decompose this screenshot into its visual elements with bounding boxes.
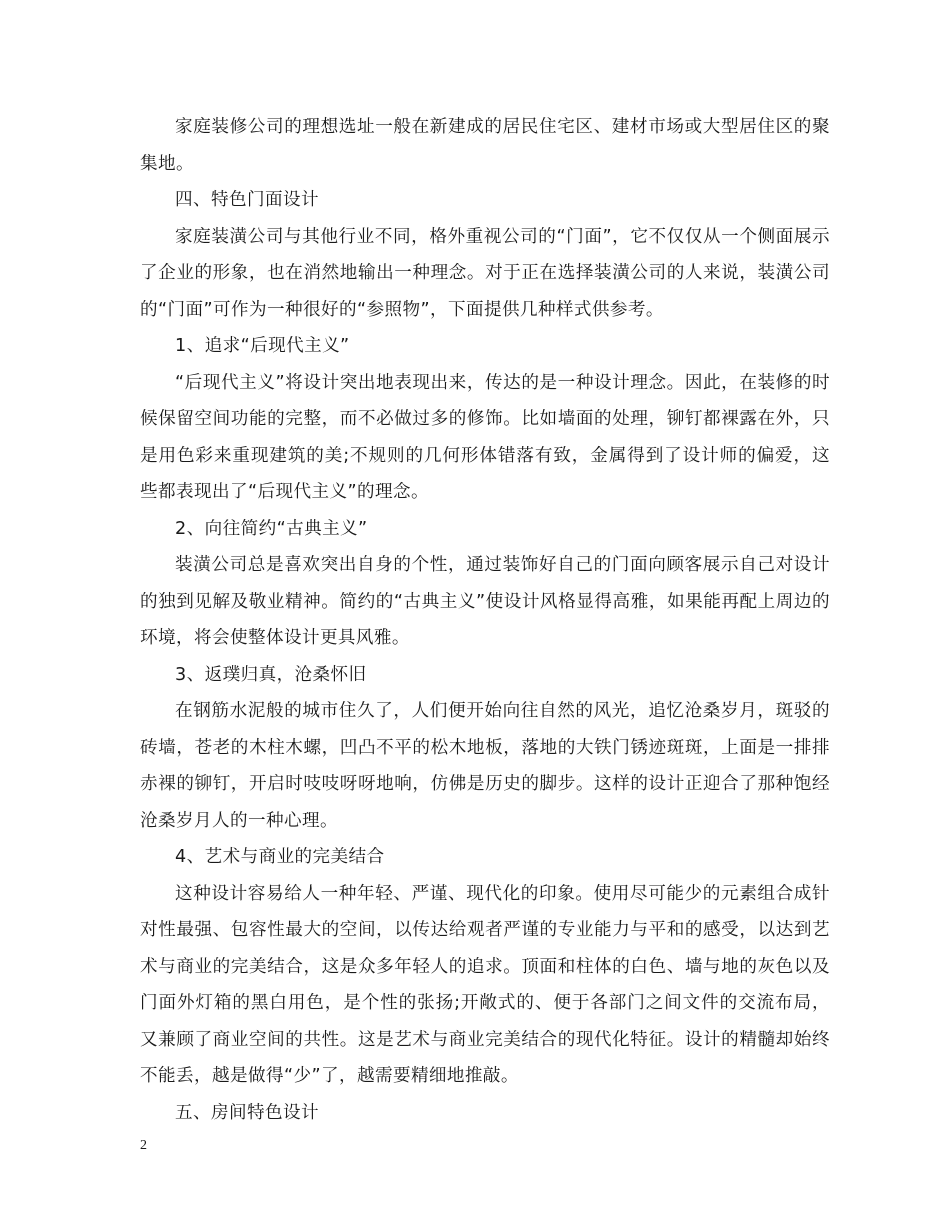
page-number: 2: [140, 1138, 147, 1153]
subheading-classical: 2、向往简约“古典主义”: [175, 518, 368, 539]
heading-room-design: 五、房间特色设计: [175, 1102, 319, 1123]
paragraph-postmodern: “后现代主义”将设计突出地表现出来，传达的是一种设计理念。因此，在装修的时候保留空间功能的完整，而不必做过多的修饰。比如墙面的处理，铆钉都裸露在外，只是用色彩来重现建筑的美;不规则的几何形体错落有致，金属得到了设计师的偏爱，这些都表现出了“后现代主义”的理念。: [140, 372, 830, 502]
paragraph-art-business: 这种设计容易给人一种年轻、严谨、现代化的印象。使用尽可能少的元素组合成针对性最强、包容性最大的空间，以传达给观者严谨的专业能力与平和的感受，以达到艺术与商业的完美结合，这是众多年轻人的追求。顶面和柱体的白色、墙与地的灰色以及门面外灯箱的黑白用色，是个性的张扬;开敞式的、便于各部门之间文件的交流布局，又兼顾了商业空间的共性。这是艺术与商业完美结合的现代化特征。设计的精髓却始终不能丢，越是做得“少”了，越需要精细地推敲。: [140, 883, 830, 1086]
paragraph-nostalgia: 在钢筋水泥般的城市住久了，人们便开始向往自然的风光，追忆沧桑岁月，斑驳的砖墙，苍老的木柱木螺，凹凸不平的松木地板，落地的大铁门锈迹斑斑，上面是一排排赤裸的铆钉，开启时吱吱呀呀地响，仿佛是历史的脚步。这样的设计正迎合了那种饱经沧桑岁月人的一种心理。: [140, 701, 830, 831]
document-body: [140, 109, 830, 1131]
subheading-nostalgia: 3、返璞归真，沧桑怀旧: [175, 664, 367, 685]
subheading-art-business: 4、艺术与商业的完美结合: [175, 847, 385, 867]
paragraph-storefront-intro: 家庭装潢公司与其他行业不同，格外重视公司的“门面”，它不仅仅从一个侧面展示了企业的形象，也在消然地输出一种理念。对于正在选择装潢公司的人来说，装潢公司的“门面”可作为一种很好的“参照物”，下面提供几种样式供参考。: [140, 226, 830, 320]
paragraph-location: 家庭装修公司的理想选址一般在新建成的居民住宅区、建材市场或大型居住区的聚集地。: [140, 117, 830, 174]
paragraph-classical: 装潢公司总是喜欢突出自身的个性，通过装饰好自己的门面向顾客展示自己对设计的独到见解及敬业精神。简约的“古典主义”使设计风格显得高雅，如果能再配上周边的环境，将会使整体设计更具风雅。: [140, 555, 830, 648]
heading-storefront-design: 四、特色门面设计: [175, 190, 319, 210]
subheading-postmodern: 1、追求“后现代主义”: [175, 336, 350, 356]
